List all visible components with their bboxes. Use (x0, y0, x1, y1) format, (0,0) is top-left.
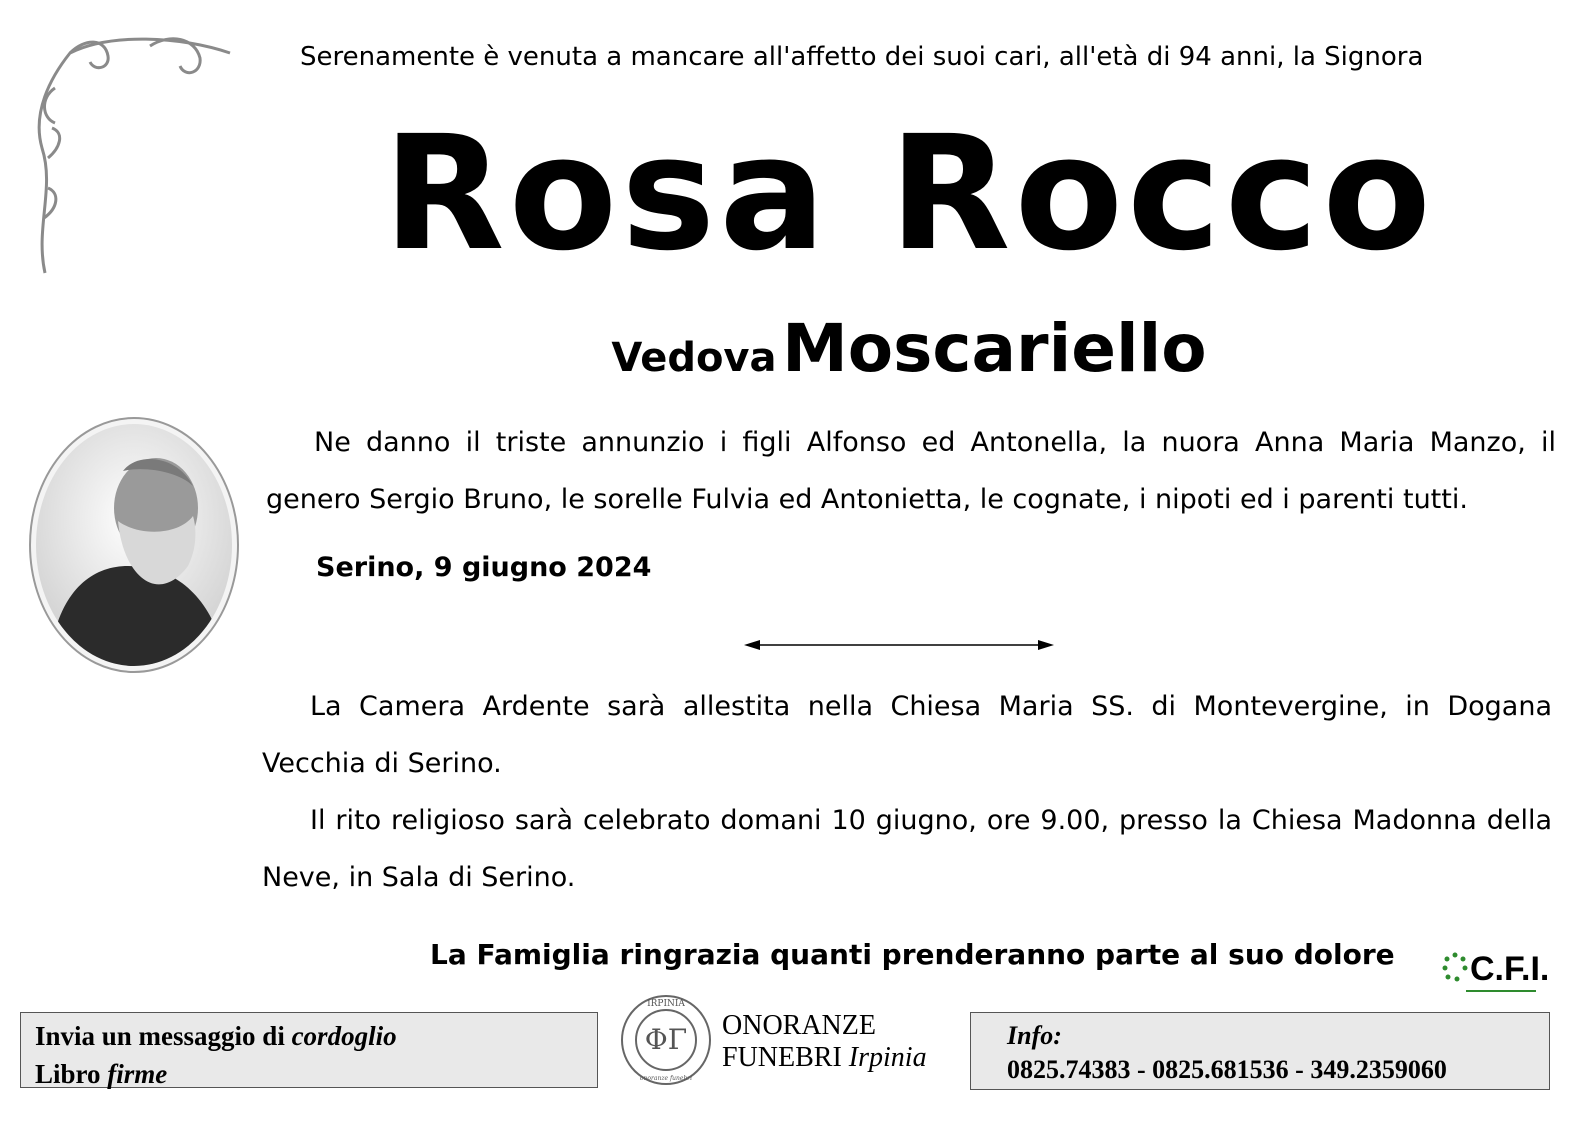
ceremony-details (262, 678, 1552, 906)
brand-line2: FUNEBRI (722, 1042, 842, 1073)
portrait-photo (28, 416, 240, 674)
svg-text:onoranze funebri: onoranze funebri (639, 1075, 693, 1082)
family-thanks: La Famiglia ringrazia quanti prenderanno parte al suo dolore (430, 938, 1395, 971)
info-label: Info: (1007, 1021, 1062, 1050)
widow-label: Vedova (611, 335, 777, 381)
cfi-dots-icon (1442, 952, 1468, 982)
announcement-text: Ne danno il triste annunzio i figli Alfonso ed Antonella, la nuora Anna Maria Manzo, il genero Sergio Bruno, le sorelle Fulvia ed Antonietta, le cognate, i nipoti ed i parenti tutti. (266, 427, 1556, 515)
brand-line2-wrap (722, 1042, 927, 1074)
funeral-rite-text: Il rito religioso sarà celebrato domani 10 giugno, ore 9.00, presso la Chiesa Madonna della Neve, in Sala di Serino. (262, 805, 1552, 893)
brand-emph: Irpinia (848, 1042, 927, 1073)
divider-arrow (744, 636, 1054, 654)
camera-ardente-text: La Camera Ardente sarà allestita nella Chiesa Maria SS. di Montevergine, in Dogana Vecchia di Serino. (262, 691, 1552, 779)
married-surname: Moscariello (782, 310, 1207, 387)
brand-name (722, 1010, 927, 1074)
svg-text:ΦΓ: ΦΓ (644, 1023, 688, 1056)
guestbook-prefix: Libro (35, 1059, 101, 1089)
condolence-link[interactable] (35, 1017, 583, 1055)
deceased-name: Rosa Rocco (383, 102, 1435, 286)
info-box (970, 1012, 1550, 1090)
guestbook-emph: firme (107, 1059, 168, 1089)
cfi-underline (1466, 990, 1536, 992)
svg-text:IRPINIA: IRPINIA (647, 999, 685, 1009)
guestbook-link[interactable] (35, 1055, 583, 1093)
condolence-prefix: Invia un messaggio di (35, 1021, 285, 1051)
intro-text: Serenamente è venuta a mancare all'affetto dei suoi cari, all'età di 94 anni, la Signora (300, 42, 1424, 72)
cfi-logo: C.F.I. (1470, 950, 1550, 988)
place-date: Serino, 9 giugno 2024 (316, 552, 652, 583)
phone-numbers[interactable]: 0825.74383 - 0825.681536 - 349.2359060 (1007, 1055, 1447, 1084)
widow-line (0, 310, 1588, 387)
brand-seal-icon (618, 992, 714, 1088)
condolence-emph: cordoglio (291, 1021, 397, 1051)
brand-line1: ONORANZE (722, 1010, 876, 1041)
condolence-box[interactable] (20, 1012, 598, 1088)
